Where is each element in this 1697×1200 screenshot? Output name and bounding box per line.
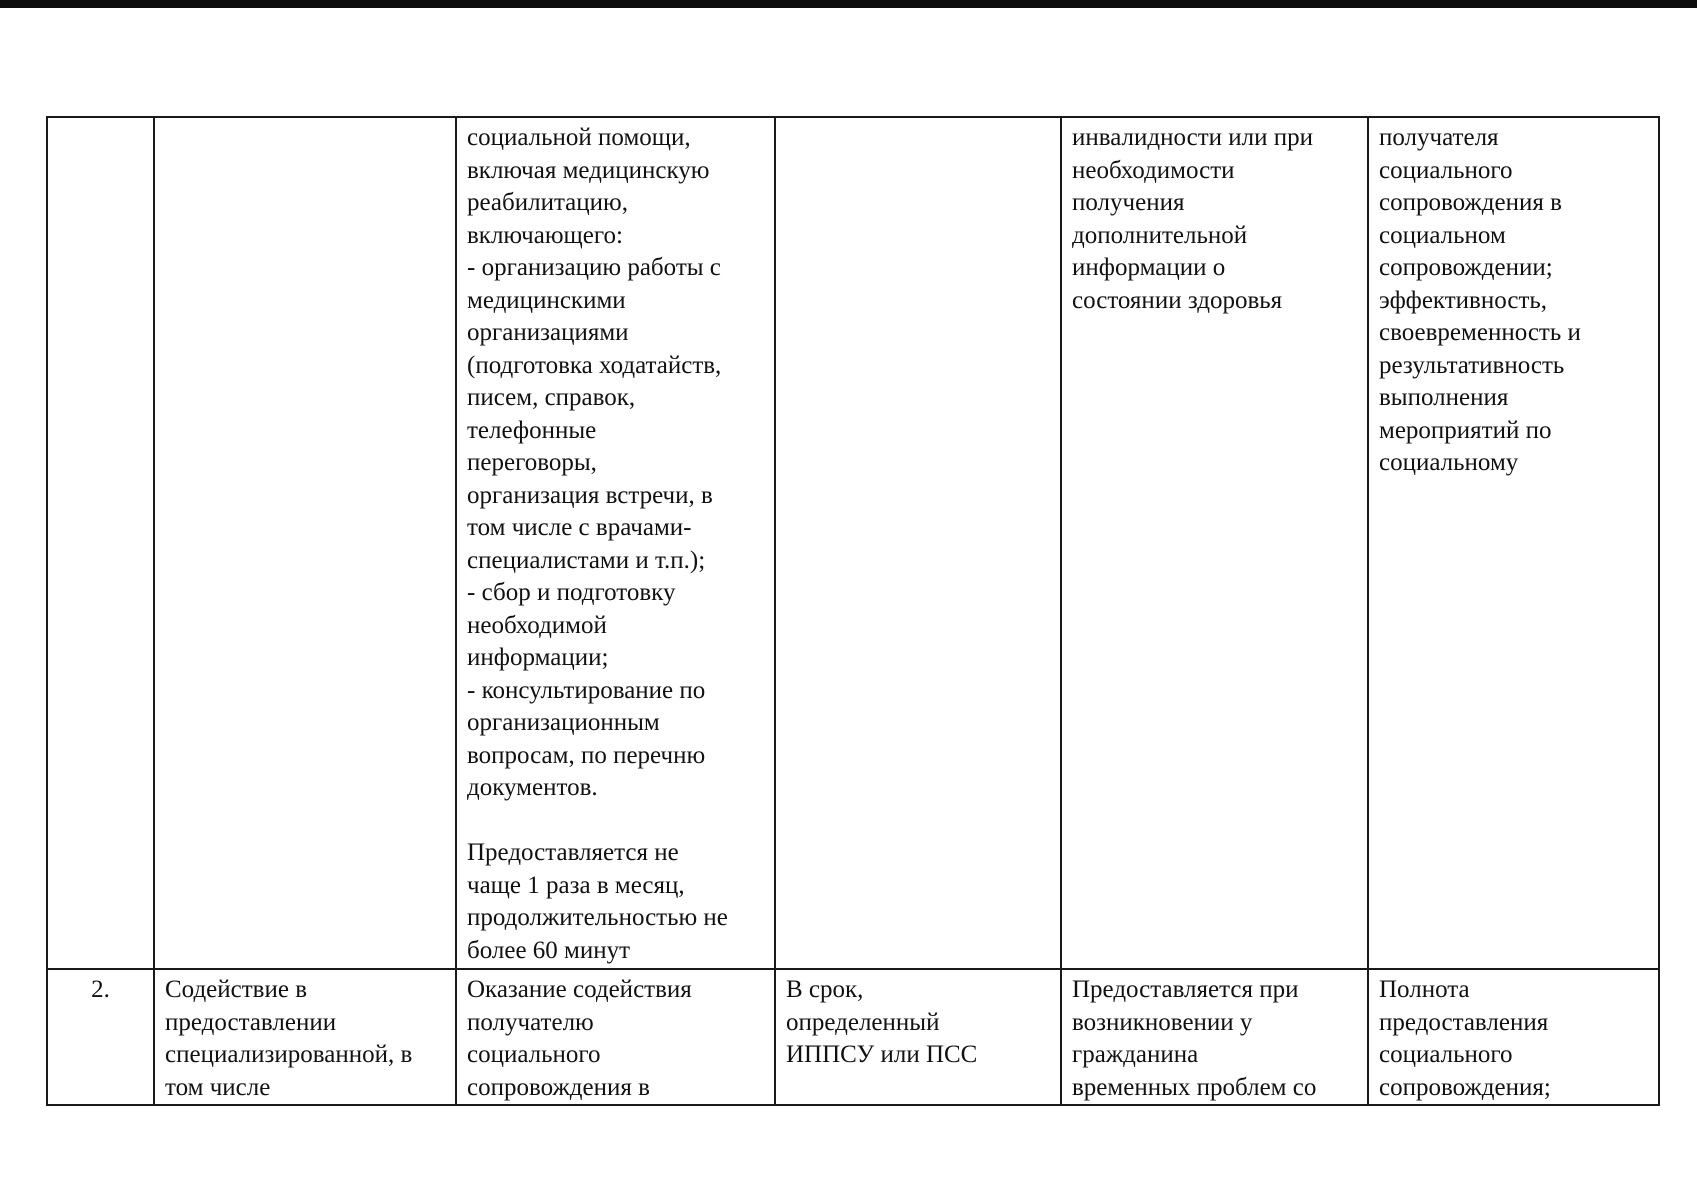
table-row: [47, 117, 1659, 969]
row-number-cell: 2.: [47, 969, 154, 1105]
service-conditions-cell: Предоставляется при возникновении у гражданина временных проблем со: [1061, 969, 1368, 1105]
service-conditions-cell: инвалидности или при необходимости получения дополнительной информации о состоянии здоровья: [1061, 117, 1368, 969]
service-name-cell: Содействие в предоставлении специализированной, в том числе: [154, 969, 456, 1105]
service-content-cell: Оказание содействия получателю социального сопровождения в: [456, 969, 775, 1105]
service-content-cell: социальной помощи, включая медицинскую реабилитацию, включающего: - организацию работы с медицинскими организациями (подготовка ходатайств, писем, справок, телефонные переговоры, организация встречи, в том числе с врачами- специалистами и т.п.); - сбор и подготовку необходимой информации; - консультирование по организационным вопросам, по перечню документов. Предоставляется не чаще 1 раза в месяц, продолжительностью не более 60 минут: [456, 117, 775, 969]
service-term-cell: В срок, определенный ИППСУ или ПСС: [775, 969, 1061, 1105]
service-quality-cell: получателя социального сопровождения в социальном сопровождении; эффективность, своевременность и результативность выполнения мероприятий по социальному: [1368, 117, 1659, 969]
service-name-cell: [154, 117, 456, 969]
table-row: [47, 969, 1659, 1105]
top-border-bar: [0, 0, 1697, 8]
row-number-cell: [47, 117, 154, 969]
services-table: [46, 116, 1660, 1106]
service-term-cell: [775, 117, 1061, 969]
service-quality-cell: Полнота предоставления социального сопровождения;: [1368, 969, 1659, 1105]
